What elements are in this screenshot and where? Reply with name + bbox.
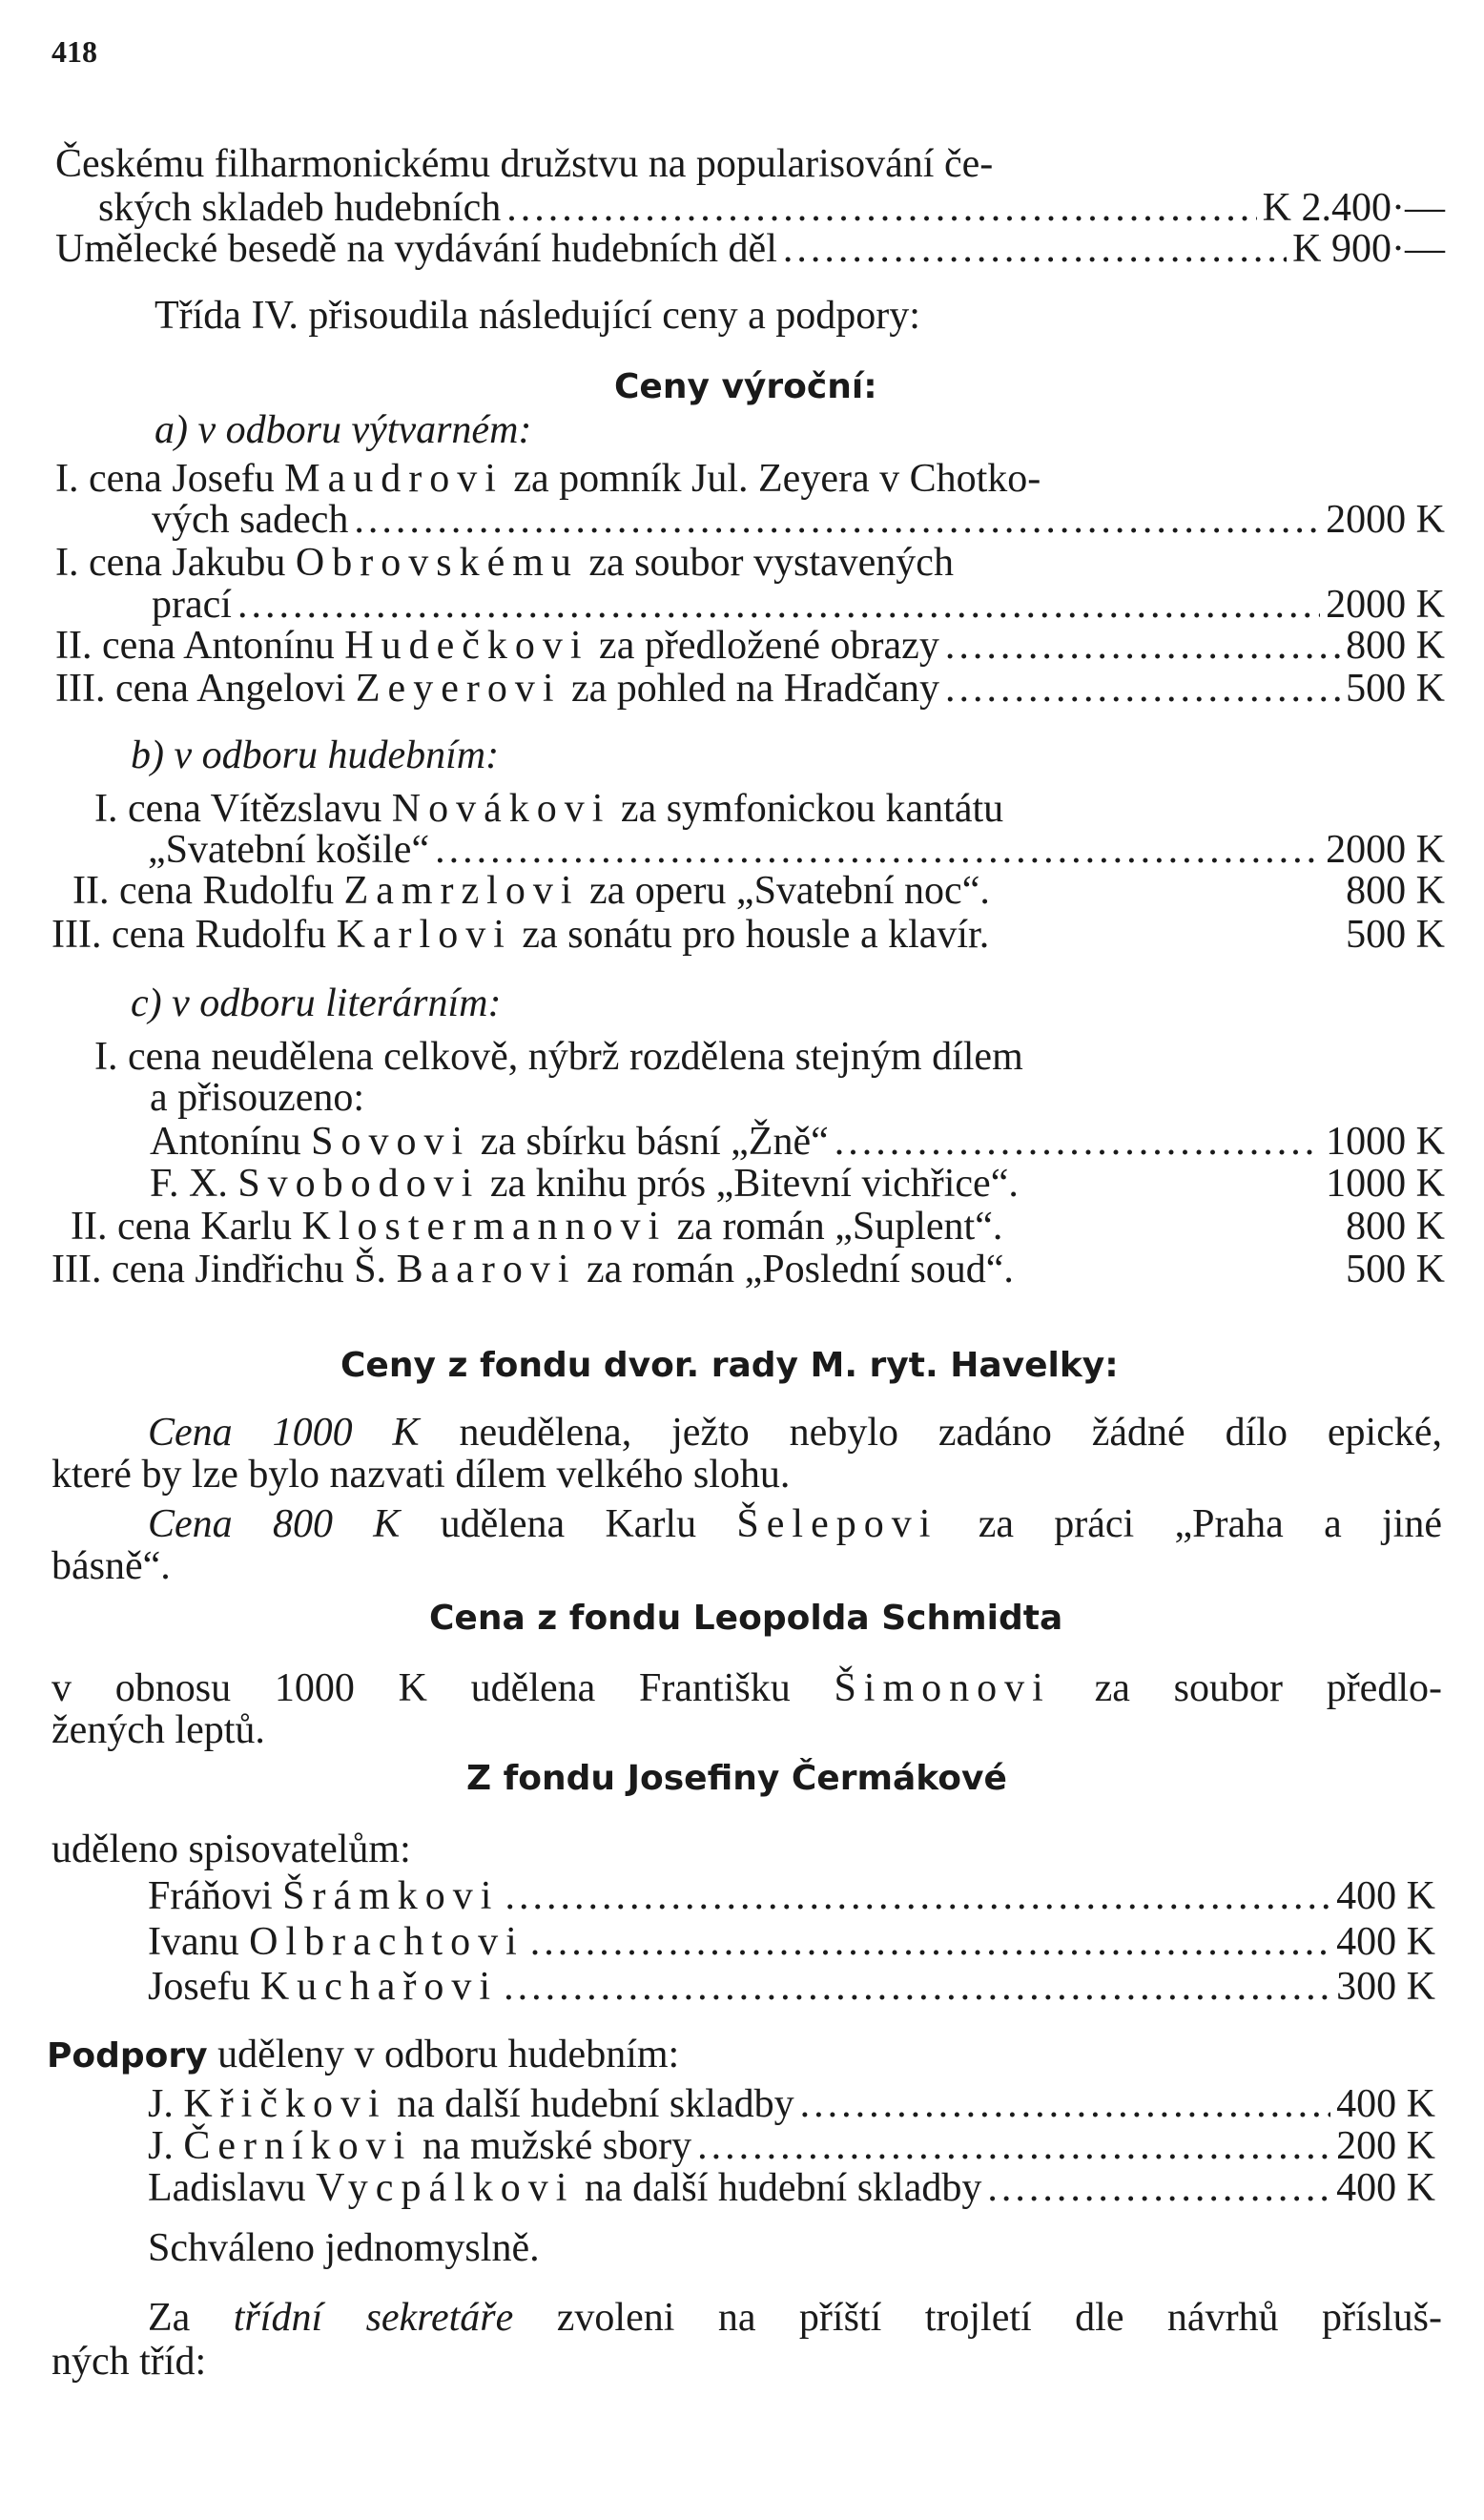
award-row: J. Černíkovi na mužské sbory ..... 200 K [148,2122,1435,2170]
award-row: III. cena Jindřichu Š. Baarovi za román „Poslední soud“. 500 K [52,1248,1445,1291]
subsection-title: c) v odboru literárním: [131,981,502,1025]
award-row: II. cena Karlu Klostermannovi za román „Suplent“. 800 K [71,1205,1445,1249]
text-line: Cena 800 K udělena Karlu Šelepovi za práci „Praha a jiné [148,1502,1442,1546]
award-row: Umělecké besedě na vydávání hudebních děl ..... K 900·— [55,225,1445,273]
award-row: III. cena Rudolfu Karlovi za sonátu pro housle a klavír. 500 K [52,913,1445,957]
text-line: I. cena Jakubu Obrovskému za soubor vystavených [55,541,954,585]
text-line: Za třídní sekretáře zvoleni na příští trojletí dle návrhů přísluš- [148,2296,1443,2340]
award-row: J. Křičkovi na další hudební skladby ..... 400 K [148,2080,1435,2128]
page-number: 418 [52,34,97,69]
award-row: F. X. Svobodovi za knihu prós „Bitevní vichřice“. 1000 K [150,1162,1445,1206]
text-line: v obnosu 1000 K udělena Františku Šimonovi za soubor předlo- [52,1666,1442,1710]
award-row: II. cena Rudolfu Zamrzlovi za operu „Svatební noc“. 800 K [72,869,1445,913]
award-row: Antonínu Sovovi za sbírku básní „Žně“ ..... 1000 K [150,1118,1445,1166]
text-line: a přisouzeno: [150,1076,365,1120]
award-row: vých sadech ..... 2000 K [152,496,1445,544]
award-row: Fráňovi Šrámkovi ..... 400 K [148,1872,1435,1920]
award-row: „Svatební košile“ ..... 2000 K [148,826,1445,874]
text-line: uděleno spisovatelům: [52,1828,411,1871]
award-row: Josefu Kuchařovi ..... 300 K [148,1963,1435,2011]
subsection-title: a) v odboru výtvarném: [155,408,532,452]
text-line: I. cena Josefu Maudrovi za pomník Jul. Zeyera v Chotko- [55,457,1041,501]
section-heading: Ceny výroční: [614,367,877,406]
text-line: Cena 1000 K neudělena, ježto nebylo zadáno žádné dílo epické, [148,1411,1442,1455]
award-row: Ivanu Olbrachtovi ..... 400 K [148,1918,1435,1966]
award-row: II. cena Antonínu Hudečkovi za předložené obrazy ..... 800 K [55,622,1445,670]
text-line: Českému filharmonickému družstvu na popularisování če- [55,142,994,186]
text-line: Schváleno jednomyslně. [148,2226,540,2270]
text-line: které by lze bylo nazvati dílem velkého slohu. [52,1453,791,1497]
text-line: I. cena neudělena celkově, nýbrž rozdělena stejným dílem [94,1035,1023,1079]
award-row: III. cena Angelovi Zeyerovi za pohled na Hradčany ..... 500 K [55,665,1445,713]
award-row: ských skladeb hudebních ..... K 2.400·— [98,184,1445,232]
subsection-title: b) v odboru hudebním: [131,733,500,777]
text-line: I. cena Vítězslavu Novákovi za symfonickou kantátu [94,787,1004,831]
intro-line: Třída IV. přisoudila následující ceny a podpory: [155,294,920,338]
text-line: žených leptů. [52,1708,265,1752]
section-heading: Z fondu Josefiny Čermákové [466,1759,1007,1798]
text-line: Podpory uděleny v odboru hudebním: [47,2033,680,2076]
award-row: prací ..... 2000 K [152,581,1445,629]
section-heading: Cena z fondu Leopolda Schmidta [429,1599,1063,1638]
text-line: básně“. [52,1544,171,1588]
award-row: Ladislavu Vycpálkovi na další hudební skladby ..... 400 K [148,2164,1435,2212]
text-line: ných tříd: [52,2340,207,2384]
section-heading: Ceny z fondu dvor. rady M. ryt. Havelky: [340,1346,1119,1385]
